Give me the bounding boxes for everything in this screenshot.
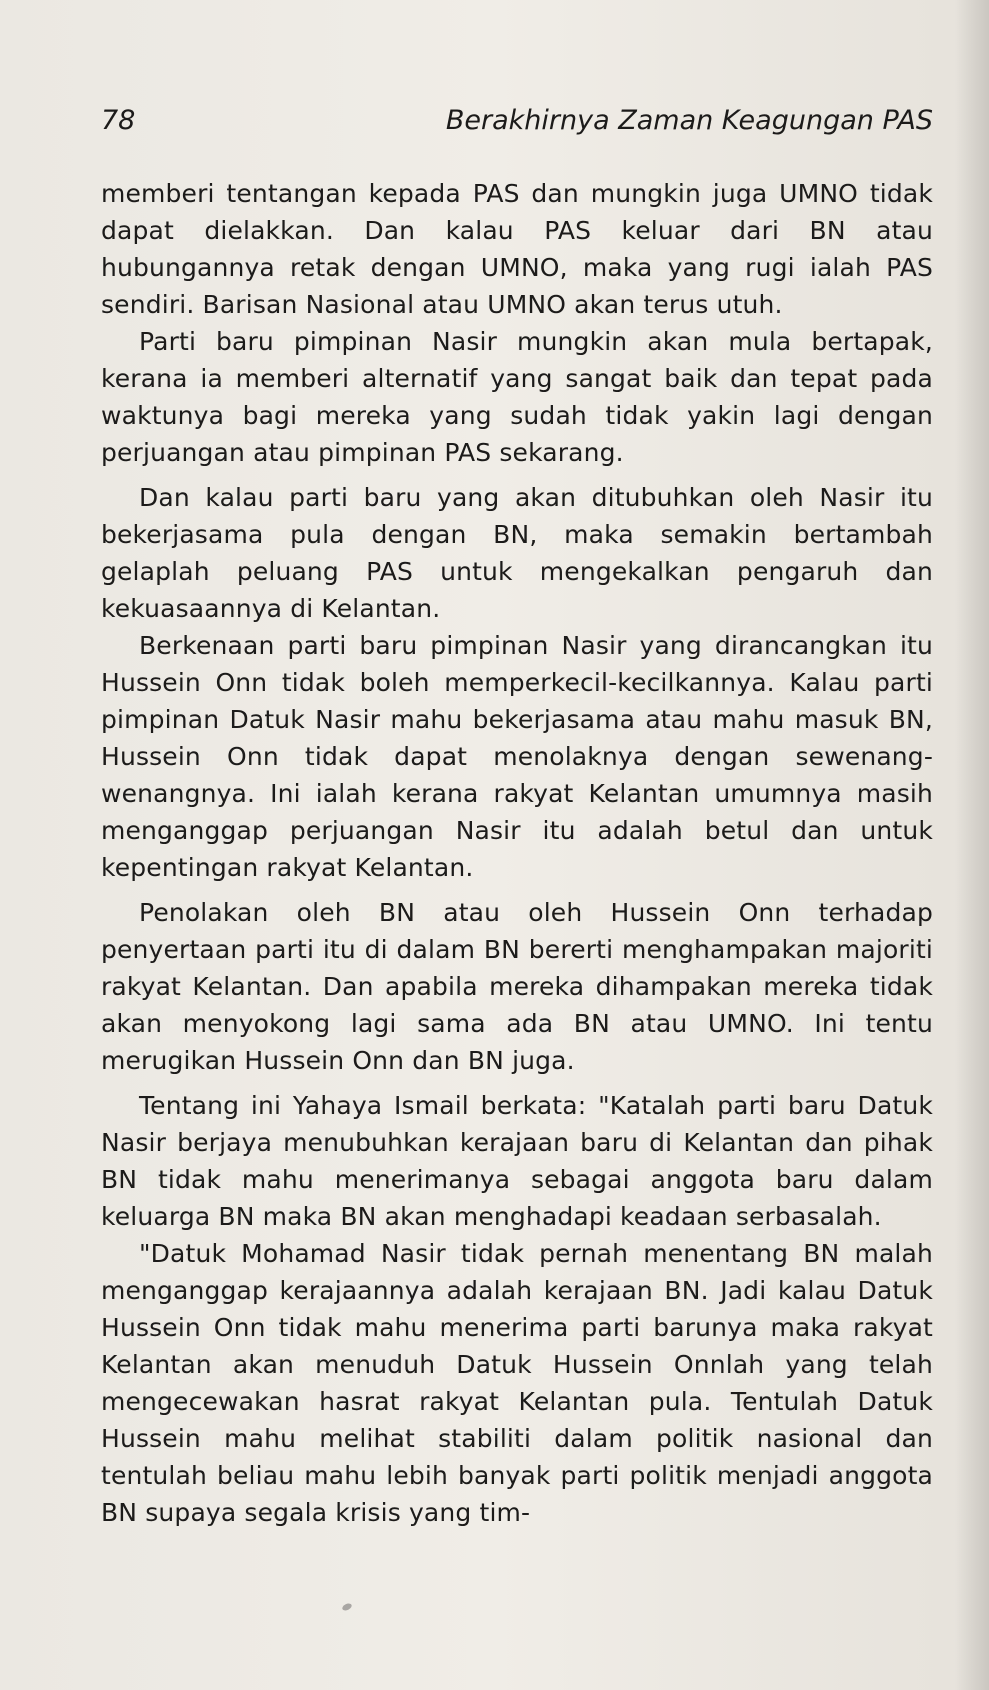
- ink-speck: [341, 1602, 353, 1612]
- paragraph-1: memberi tentangan kepada PAS dan mungkin juga UMNO tidak dapat dielakkan. Dan kalau PAS keluar dari BN atau hubungannya retak dengan UMNO, maka yang rugi ialah PAS sendiri. Barisan Nasional atau UMNO akan terus utuh.: [101, 179, 933, 319]
- paragraph-7: "Datuk Mohamad Nasir tidak pernah menentang BN malah menganggap kerajaannya adalah kerajaan BN. Jadi kalau Datuk Hussein Onn tidak mahu menerima parti barunya maka rakyat Kelantan akan menuduh Datuk Hussein Onnlah yang telah mengecewakan hasrat rakyat Kelantan pula. Tentulah Datuk Hussein mahu melihat stabiliti dalam politik nasional dan tentulah beliau mahu lebih banyak parti politik menjadi anggota BN supaya segala krisis yang tim-: [101, 1239, 933, 1527]
- body-text: [101, 175, 933, 1531]
- page-edge-shadow: [955, 0, 989, 1690]
- paragraph-5: Penolakan oleh BN atau oleh Hussein Onn terhadap penyertaan parti itu di dalam BN bererti menghampakan majoriti rakyat Kelantan. Dan apabila mereka dihampakan mereka tidak akan menyokong lagi sama ada BN atau UMNO. Ini tentu merugikan Hussein Onn dan BN juga.: [101, 898, 933, 1075]
- paragraph-6: Tentang ini Yahaya Ismail berkata: "Katalah parti baru Datuk Nasir berjaya menubuhkan kerajaan baru di Kelantan dan pihak BN tidak mahu menerimanya sebagai anggota baru dalam keluarga BN maka BN akan menghadapi keadaan serbasalah.: [101, 1091, 933, 1231]
- running-title: Berakhirnya Zaman Keagungan PAS: [445, 105, 933, 136]
- paragraph-3: Dan kalau parti baru yang akan ditubuhkan oleh Nasir itu bekerjasama pula dengan BN, maka semakin bertambah gelaplah peluang PAS untuk mengekalkan pengaruh dan kekuasaannya di Kelantan.: [101, 483, 933, 623]
- paragraph-4: Berkenaan parti baru pimpinan Nasir yang dirancangkan itu Hussein Onn tidak boleh memperkecil-kecilkannya. Kalau parti pimpinan Datuk Nasir mahu bekerjasama atau mahu masuk BN, Hussein Onn tidak dapat menolaknya dengan sewenang-wenangnya. Ini ialah kerana rakyat Kelantan umumnya masih menganggap perjuangan Nasir itu adalah betul dan untuk kepentingan rakyat Kelantan.: [101, 631, 933, 882]
- paragraph-2: Parti baru pimpinan Nasir mungkin akan mula bertapak, kerana ia memberi alternatif yang sangat baik dan tepat pada waktunya bagi mereka yang sudah tidak yakin lagi dengan perjuangan atau pimpinan PAS sekarang.: [101, 327, 933, 467]
- page-header: [101, 107, 933, 151]
- page-number: 78: [101, 105, 136, 136]
